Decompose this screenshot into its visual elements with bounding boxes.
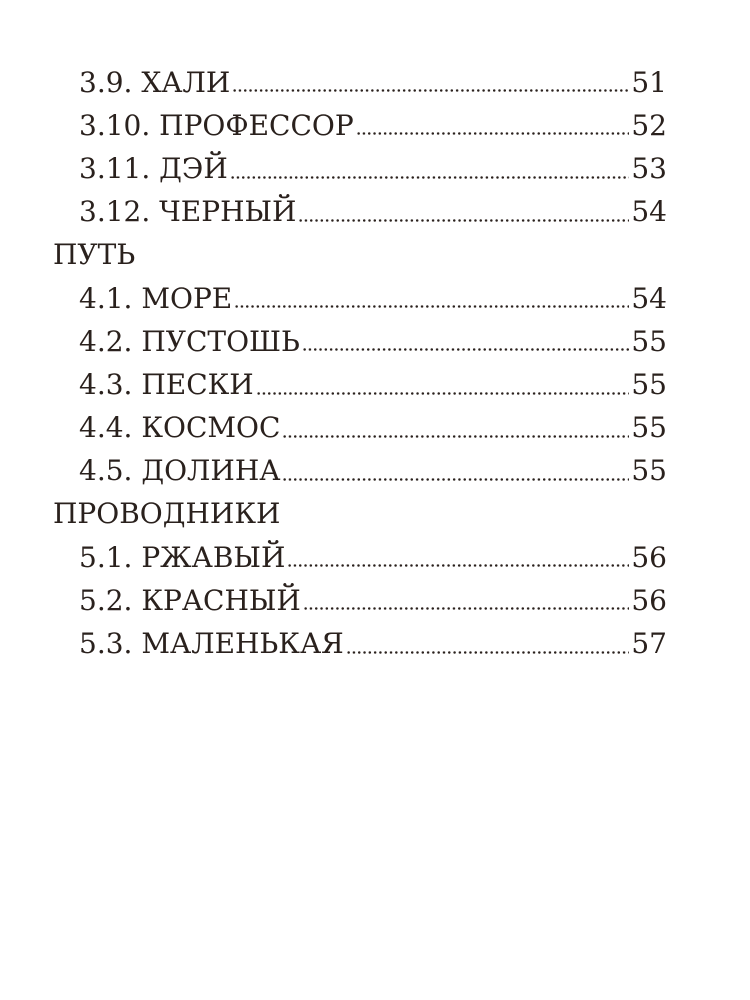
dot-leader bbox=[256, 392, 630, 395]
toc-entry-title: 3.12. ЧЕРНЫЙ bbox=[79, 195, 297, 229]
toc-entry-page: 53 bbox=[631, 151, 667, 185]
toc-section-title: ПРОВОДНИКИ bbox=[53, 497, 281, 531]
toc-entry-title: 5.2. КРАСНЫЙ bbox=[79, 583, 301, 617]
toc-entry[interactable] bbox=[53, 320, 667, 363]
toc-entry-page: 54 bbox=[631, 195, 667, 229]
dot-leader bbox=[282, 478, 629, 481]
toc-entry[interactable] bbox=[53, 61, 667, 104]
dot-leader bbox=[232, 89, 629, 92]
toc-entry-title: 4.3. ПЕСКИ bbox=[79, 367, 254, 401]
toc-entry-title: 5.1. РЖАВЫЙ bbox=[79, 540, 286, 574]
dot-leader bbox=[282, 435, 629, 438]
toc-entry-title: 4.1. МОРЕ bbox=[79, 281, 233, 315]
toc-entry[interactable] bbox=[53, 536, 667, 579]
toc-entry[interactable] bbox=[53, 147, 667, 190]
toc-entry[interactable] bbox=[53, 104, 667, 147]
dot-leader bbox=[298, 219, 629, 222]
table-of-contents bbox=[53, 61, 667, 666]
toc-entry-title: 4.2. ПУСТОШЬ bbox=[79, 324, 300, 358]
dot-leader bbox=[303, 607, 630, 610]
toc-entry[interactable] bbox=[53, 622, 667, 665]
toc-entry-page: 52 bbox=[631, 108, 667, 142]
toc-entry-page: 56 bbox=[631, 583, 667, 617]
toc-section-title: ПУТЬ bbox=[53, 238, 136, 272]
toc-entry-title: 3.9. ХАЛИ bbox=[79, 65, 231, 99]
toc-entry-title: 4.5. ДОЛИНА bbox=[79, 454, 281, 488]
toc-entry-page: 55 bbox=[631, 324, 667, 358]
dot-leader bbox=[302, 348, 630, 351]
toc-entry[interactable] bbox=[53, 450, 667, 493]
toc-entry-page: 55 bbox=[631, 367, 667, 401]
toc-section-heading[interactable] bbox=[53, 493, 667, 536]
dot-leader bbox=[230, 176, 630, 179]
toc-entry-title: 5.3. МАЛЕНЬКАЯ bbox=[79, 627, 344, 661]
toc-entry[interactable] bbox=[53, 191, 667, 234]
toc-entry-title: 4.4. КОСМОС bbox=[79, 411, 281, 445]
toc-entry-page: 55 bbox=[631, 454, 667, 488]
toc-entry-title: 3.10. ПРОФЕССОР bbox=[79, 108, 354, 142]
toc-entry[interactable] bbox=[53, 407, 667, 450]
toc-entry[interactable] bbox=[53, 579, 667, 622]
toc-entry-page: 56 bbox=[631, 540, 667, 574]
toc-entry-page: 57 bbox=[631, 627, 667, 661]
toc-entry[interactable] bbox=[53, 363, 667, 406]
dot-leader bbox=[356, 132, 630, 135]
dot-leader bbox=[346, 651, 630, 654]
toc-entry-page: 51 bbox=[631, 65, 667, 99]
toc-entry-title: 3.11. ДЭЙ bbox=[79, 151, 228, 185]
toc-entry[interactable] bbox=[53, 277, 667, 320]
toc-entry-page: 55 bbox=[631, 411, 667, 445]
dot-leader bbox=[287, 564, 629, 567]
toc-section-heading[interactable] bbox=[53, 234, 667, 277]
dot-leader bbox=[234, 305, 629, 308]
toc-entry-page: 54 bbox=[631, 281, 667, 315]
